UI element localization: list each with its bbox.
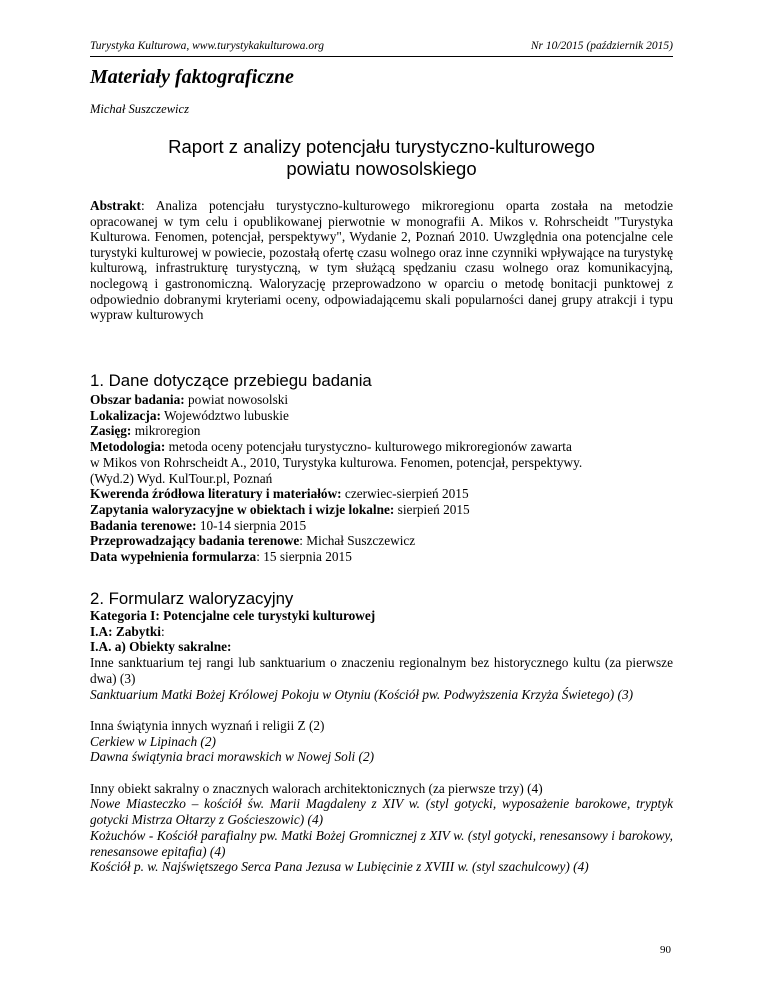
criterion-1: Inne sanktuarium tej rangi lub sanktuarium o znaczeniu regionalnym bez historycznego kultu (za pierwsze dwa) (3) [90,655,673,686]
paragraph-gap [90,765,673,781]
field-value: metoda oceny potencjału turystyczno- kulturowego mikroregionów zawarta [165,439,572,455]
field-value: powiat nowosolski [184,392,289,407]
group-heading [90,639,673,655]
field-label: Obszar badania: [90,392,185,407]
field-metodologia [90,439,673,455]
field-label: Badania terenowe: [90,517,197,533]
field-value: : Michał Suszczewicz [299,533,416,549]
field-zasieg [90,423,673,439]
field-zapytania [90,502,673,518]
author-name: Michał Suszczewicz [90,102,189,116]
field-value: Województwo lubuskie [160,407,289,423]
field-data-wypelnienia [90,549,673,565]
subcategory-label: I.A: Zabytki [90,623,161,639]
paragraph-gap [90,702,673,718]
field-label: Data wypełnienia formularza [90,549,257,565]
abstract-label: Abstrakt [90,198,141,213]
field-value: czerwiec-sierpień 2015 [341,486,469,502]
section-title: Materiały faktograficzne [90,66,294,88]
field-label: Kwerenda źródłowa literatury i materiałów: [90,486,342,502]
criterion-2: Inna świątynia innych wyznań i religii Z (2) [90,717,325,733]
field-lokalizacja [90,408,673,424]
header-issue: Nr 10/2015 (październik 2015) [530,40,673,52]
abstract-text: : Analiza potencjału turystyczno-kulturowego mikroregionu oparta została na metodzie opracowanej w tym celu i opublikowanej pierwotnie w monografii A. Mikos v. Rohrscheidt "Turystyka Kulturowa. Fenomen, potencjał, perspektywy", Wydanie 2, Poznań 2010. Uwzględnia ona potencjalne cele turystyki kulturowej w powiecie, pozostałą ofertę czasu wolnego oraz inne czynniki wpływające na turystykę kulturową, infrastrukturę turystyczną, w tym służącą spędzaniu czasu wolnego oraz komunikacyjną, noclegową i gastronomiczną. Waloryzację przeprowadzono w oparciu o metodę bonitacji punktowej z odpowiednio dobranymi kryteriami oceny, odpowiadającemu skali popularności danej grupy atrakcji i typu wypraw kulturowych [90,198,673,323]
section-1-heading: 1. Dane dotyczące przebiegu badania [90,371,372,390]
valuation-form [90,608,673,875]
article-title-line-1: Raport z analizy potencjału turystyczno-kulturowego [168,136,595,157]
field-label: Przeprowadzający badania terenowe [90,533,300,549]
page-number: 90 [660,944,671,956]
methodology-continued-2: (Wyd.2) Wyd. KulTour.pl, Poznań [90,470,273,486]
header-journal: Turystyka Kulturowa, www.turystykakulturowa.org [90,40,324,52]
group-label: I.A. a) Obiekty sakralne: [90,639,232,655]
category-label: Kategoria I: Potencjalne cele turystyki kulturowej [90,608,376,623]
item-lubiecin: Kościół p. w. Najświętszego Serca Pana Jezusa w Lubięcinie z XVIII w. (styl szachulcowy) (4) [90,859,589,875]
methodology-continued-1: w Mikos von Rohrscheidt A., 2010, Turystyka kulturowa. Fenomen, potencjał, perspektywy. [90,454,583,470]
field-label: Lokalizacja: [90,407,161,423]
item-swiatynia-nowa-sol: Dawna świątynia braci morawskich w Nowej Soli (2) [90,749,375,765]
field-obszar [90,392,673,408]
field-przeprowadzajacy [90,533,673,549]
field-kwerenda [90,486,673,502]
item-cerkiew-lipiny: Cerkiew w Lipinach (2) [90,733,216,749]
abstract [90,198,673,323]
category-heading [90,608,673,624]
field-label: Metodologia: [90,439,166,455]
subcategory-heading [90,624,673,640]
running-header [90,40,673,57]
field-badania-terenowe [90,518,673,534]
article-title-line-2: powiatu nowosolskiego [286,158,477,179]
study-details [90,392,673,565]
criterion-3: Inny obiekt sakralny o znacznych walorach architektonicznych (za pierwsze trzy) (4) [90,780,543,796]
article-title [90,136,673,180]
section-2-heading: 2. Formularz waloryzacyjny [90,589,294,608]
field-label: Zapytania waloryzacyjne w obiektach i wizje lokalne: [90,501,395,517]
field-value: : 15 sierpnia 2015 [256,549,352,565]
item-nowe-miasteczko: Nowe Miasteczko – kościół św. Marii Magdaleny z XIV w. (styl gotycki, wyposażenie barokowe, tryptyk gotycki Mistrza Ołtarzy z Gościeszowic) (4) [90,796,673,828]
item-kozuchow: Kożuchów - Kościół parafialny pw. Matki Bożej Gromnicznej z XIV w. (styl gotycki, renesansowy i barokowy, renesansowe epitafia) (4) [90,827,673,859]
field-label: Zasięg: [90,423,132,439]
field-value: mikroregion [131,423,201,439]
field-value: sierpień 2015 [394,501,470,517]
field-value: 10-14 sierpnia 2015 [196,517,307,533]
item-sanktuarium-otyn: Sanktuarium Matki Bożej Królowej Pokoju w Otyniu (Kościół pw. Podwyższenia Krzyża Świetego) (3) [90,686,634,702]
subcategory-colon: : [160,623,165,639]
